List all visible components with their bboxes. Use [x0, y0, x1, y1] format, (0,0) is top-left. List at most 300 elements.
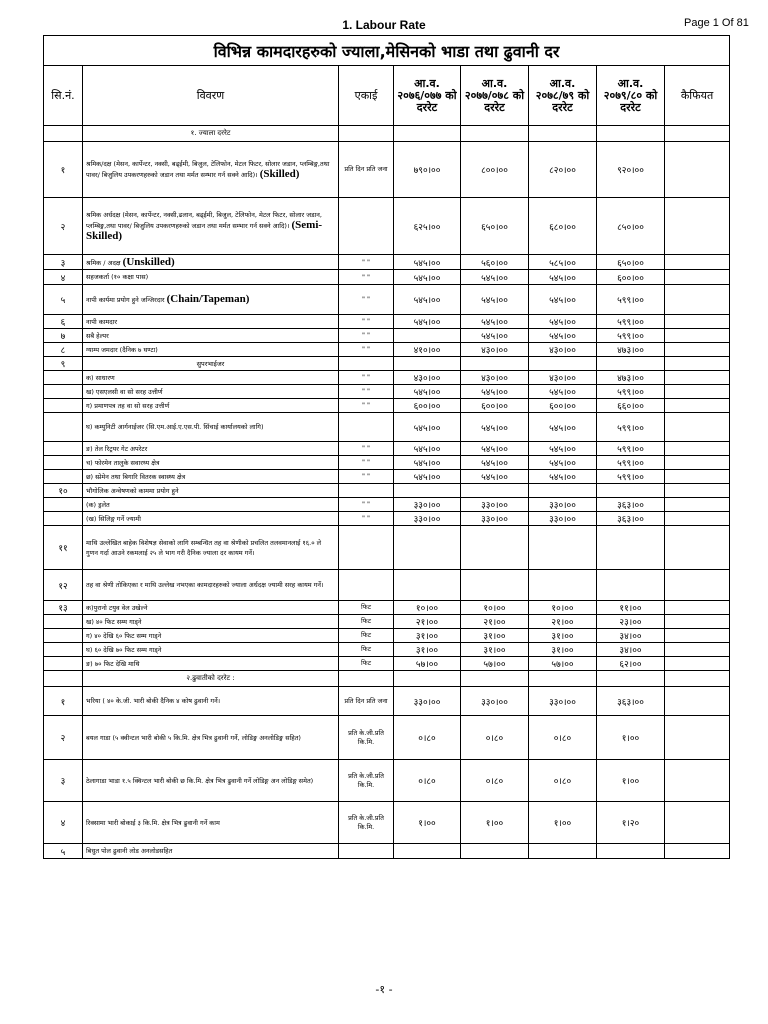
cell-rate — [529, 526, 597, 570]
cell-rate — [461, 844, 529, 859]
cell-remarks — [665, 601, 730, 615]
cell-rate — [529, 570, 597, 601]
table-row — [44, 343, 730, 357]
cell-description — [83, 371, 339, 385]
cell-unit: " " — [339, 315, 394, 329]
cell-rate: ३१।०० — [529, 629, 597, 643]
cell-remarks — [665, 716, 730, 760]
description-text: (क) ड्रलेत — [86, 500, 110, 509]
cell-description — [83, 470, 339, 484]
cell-rate: ०।८० — [394, 760, 461, 802]
cell-remarks — [665, 526, 730, 570]
description-text: ग्याम्प जमदार (दैनिक ७ घण्टा) — [86, 345, 158, 354]
description-text: माथि उल्लेखित बाहेक विशेषज्ञ सेवाको लागि सम्बन्धित तह वा श्रेणीको प्रचलित तलवमानलाई १६.० ले गुणन गर्दा आउने रकमलाई २५ ले भाग गरी दैनिक ज्याला दर कायम गर्ने। — [86, 538, 322, 557]
cell-rate: ३१।०० — [461, 643, 529, 657]
cell-sn — [44, 498, 83, 512]
description-text: क) साधारण — [86, 373, 115, 382]
cell-rate: ५७।०० — [529, 657, 597, 671]
cell-rate — [597, 357, 665, 371]
cell-rate: ५६०।०० — [461, 255, 529, 270]
table-row — [44, 315, 730, 329]
cell-rate: ५४५।०० — [394, 456, 461, 470]
cell-description — [83, 255, 339, 270]
table-row — [44, 760, 730, 802]
cell-unit — [339, 526, 394, 570]
cell-rate: ५४५।०० — [461, 413, 529, 442]
description-text: नापी कामदार — [86, 317, 118, 326]
cell-rate: ५९९।०० — [597, 329, 665, 343]
description-english: (Unskilled) — [122, 255, 175, 268]
cell-description — [83, 413, 339, 442]
cell-remarks — [665, 844, 730, 859]
cell-rate: ३३०।०० — [529, 512, 597, 526]
cell-rate: ०।८० — [394, 716, 461, 760]
description-text: श्रमिक / अदक्ष — [86, 258, 121, 267]
description-english: (Chain/Tapeman) — [166, 293, 250, 305]
cell-rate: ४१०।०० — [394, 343, 461, 357]
description-text: सुपरभाईजर — [196, 359, 225, 368]
description-text: छ) स्प्रेमेन तथा बिगारि वितरक स्वास्थ्य क्षेत्र — [86, 472, 186, 481]
cell-description — [83, 399, 339, 413]
description-text: ग) ४० देखि ६० फिट सम्म गाड्ने — [86, 631, 162, 640]
cell-remarks — [665, 142, 730, 198]
cell-unit: प्रति के.जी.प्रति कि.मि. — [339, 716, 394, 760]
cell-sn — [44, 126, 83, 142]
cell-rate: ०।८० — [461, 716, 529, 760]
cell-sn: १० — [44, 484, 83, 498]
col-header-remarks: कैफियत — [665, 66, 730, 126]
cell-rate: ५४५।०० — [394, 255, 461, 270]
cell-rate — [394, 357, 461, 371]
cell-rate: ७९०।०० — [394, 142, 461, 198]
cell-rate — [394, 844, 461, 859]
cell-rate: ८५०।०० — [597, 198, 665, 255]
cell-rate: १।०० — [529, 802, 597, 844]
cell-rate: ५४५।०० — [461, 470, 529, 484]
cell-unit: " " — [339, 399, 394, 413]
cell-unit: प्रति दिन प्रति जना — [339, 687, 394, 716]
table-row — [44, 570, 730, 601]
cell-sn: १ — [44, 142, 83, 198]
cell-rate: २१।०० — [461, 615, 529, 629]
cell-sn: १ — [44, 687, 83, 716]
table-row — [44, 629, 730, 643]
cell-unit — [339, 570, 394, 601]
cell-rate: ५८५।०० — [529, 255, 597, 270]
cell-rate — [461, 570, 529, 601]
cell-rate: ३३०।०० — [461, 512, 529, 526]
cell-description — [83, 315, 339, 329]
cell-unit: " " — [339, 456, 394, 470]
cell-rate — [597, 844, 665, 859]
cell-empty — [339, 671, 394, 687]
cell-remarks — [665, 442, 730, 456]
cell-sn — [44, 413, 83, 442]
cell-rate: ६००।०० — [529, 399, 597, 413]
cell-remarks — [665, 198, 730, 255]
section-row — [44, 126, 730, 142]
cell-remarks — [665, 498, 730, 512]
cell-rate: ३३०।०० — [394, 498, 461, 512]
table-row — [44, 399, 730, 413]
col-header-unit: एकाई — [339, 66, 394, 126]
cell-sn — [44, 371, 83, 385]
cell-sn: १३ — [44, 601, 83, 615]
rate-table — [43, 35, 730, 859]
cell-description — [83, 657, 339, 671]
cell-unit: " " — [339, 255, 394, 270]
cell-sn — [44, 470, 83, 484]
cell-rate — [529, 357, 597, 371]
cell-description — [83, 643, 339, 657]
description-text: घ) ६० देखि ७० फिट सम्म गाड्ने — [86, 645, 162, 654]
cell-sn: ७ — [44, 329, 83, 343]
cell-rate — [461, 484, 529, 498]
cell-empty — [461, 126, 529, 142]
cell-unit: " " — [339, 512, 394, 526]
description-english: (Skilled) — [259, 168, 300, 180]
cell-rate — [394, 526, 461, 570]
cell-rate: ५४५।०० — [461, 270, 529, 285]
description-text: रिक्सामा भारी बोकाई ३ कि.मि. क्षेत्र भित्र ढुवानी गर्ने काम — [86, 818, 220, 827]
cell-description — [83, 385, 339, 399]
cell-unit: " " — [339, 470, 394, 484]
col-header-rate-2076: आ.व. २०७६/०७७ को दररेट — [394, 66, 461, 126]
cell-unit: फिट — [339, 629, 394, 643]
cell-rate: ५९९।०० — [597, 442, 665, 456]
cell-rate: १।०० — [597, 760, 665, 802]
description-text: ख) एसएलसी वा सो सरह उत्तीर्ण — [86, 387, 163, 396]
cell-rate: ४३०।०० — [461, 343, 529, 357]
cell-rate: ५४५।०० — [394, 285, 461, 315]
cell-sn — [44, 671, 83, 687]
cell-remarks — [665, 413, 730, 442]
cell-rate: ४७३।०० — [597, 371, 665, 385]
cell-description — [83, 285, 339, 315]
report-title: 1. Labour Rate — [342, 18, 426, 32]
cell-remarks — [665, 343, 730, 357]
cell-rate: ६००।०० — [461, 399, 529, 413]
cell-rate — [461, 526, 529, 570]
cell-rate: ३३०।०० — [394, 512, 461, 526]
cell-rate: २१।०० — [529, 615, 597, 629]
cell-rate: ५७।०० — [461, 657, 529, 671]
cell-rate: ६००।०० — [394, 399, 461, 413]
cell-rate: ५४५।०० — [529, 385, 597, 399]
table-row — [44, 255, 730, 270]
cell-rate: ३६३।०० — [597, 498, 665, 512]
cell-rate: ५४५।०० — [394, 442, 461, 456]
description-text: भरिया ( ४० के.जी. भारी बोकी दैनिक ४ कोष ढुवानी गर्ने। — [86, 697, 221, 705]
cell-remarks — [665, 760, 730, 802]
table-row — [44, 687, 730, 716]
cell-rate: ३४।०० — [597, 629, 665, 643]
cell-rate: ५४५।०० — [394, 470, 461, 484]
table-row — [44, 357, 730, 371]
cell-rate: ६६०।०० — [597, 399, 665, 413]
cell-remarks — [665, 570, 730, 601]
cell-rate: ५४५।०० — [529, 442, 597, 456]
page-number: -१ - — [375, 983, 393, 996]
description-text: ङ) ७० फिट देखि माथि — [86, 659, 140, 668]
cell-unit: प्रति के.जी.प्रति कि.मि. — [339, 802, 394, 844]
cell-rate: ३३०।०० — [529, 498, 597, 512]
table-row — [44, 844, 730, 859]
cell-remarks — [665, 357, 730, 371]
table-row — [44, 512, 730, 526]
table-row — [44, 442, 730, 456]
cell-rate: ५४५।०० — [529, 285, 597, 315]
cell-empty — [597, 126, 665, 142]
cell-sn — [44, 629, 83, 643]
cell-rate: ४३०।०० — [529, 343, 597, 357]
description-text: ङ) तेल रिट्रयर गेट अपरेटर — [86, 444, 148, 453]
cell-rate: ५४५।०० — [394, 270, 461, 285]
cell-unit: " " — [339, 442, 394, 456]
cell-empty — [394, 671, 461, 687]
cell-description — [83, 570, 339, 601]
cell-rate: ३३०।०० — [394, 687, 461, 716]
cell-sn: २ — [44, 716, 83, 760]
cell-rate: ४३०।०० — [394, 371, 461, 385]
cell-rate: ६५०।०० — [461, 198, 529, 255]
cell-description — [83, 357, 339, 371]
description-text: च) फोरमेन तालुके सवारथ्य क्षेत्र — [86, 458, 160, 467]
cell-sn — [44, 615, 83, 629]
table-row — [44, 456, 730, 470]
cell-empty — [529, 126, 597, 142]
table-row — [44, 716, 730, 760]
cell-remarks — [665, 629, 730, 643]
cell-description — [83, 270, 339, 285]
table-row — [44, 601, 730, 615]
description-text: बयल गाडा (५ क्वीन्टल भारी बोकी ५ कि.मि. क्षेत्र भित्र ढुवानी गर्ने, लोडिङ्ग अनलोडिङ्ग सहित) — [86, 733, 301, 742]
cell-unit: फिट — [339, 657, 394, 671]
table-row — [44, 198, 730, 255]
description-text: ठेलागाडा भाडा १.५ क्विन्टल भारी बोकी छ कि.मि. क्षेत्र भित्र ढुवानी गर्ने लोडिङ्ग अन लोडिङ्ग समेत) — [86, 776, 314, 785]
cell-rate: ५९९।०० — [597, 413, 665, 442]
cell-rate: ३६३।०० — [597, 512, 665, 526]
cell-remarks — [665, 512, 730, 526]
cell-unit: " " — [339, 270, 394, 285]
page-indicator: Page 1 Of 81 — [684, 17, 749, 29]
cell-unit — [339, 484, 394, 498]
cell-rate: ५४५।०० — [461, 285, 529, 315]
cell-unit: " " — [339, 385, 394, 399]
cell-description — [83, 802, 339, 844]
description-text: तह वा श्रेणी तोकिएका र माथि उल्लेख नभएका कामदारहरुको ज्याला अर्धदक्ष ज्यामी सरह कायम गर्ने। — [86, 581, 324, 589]
cell-rate — [529, 484, 597, 498]
cell-rate: ९२०।०० — [597, 142, 665, 198]
cell-rate: ३१।०० — [394, 629, 461, 643]
cell-rate: ५४५।०० — [529, 456, 597, 470]
cell-rate: ०।८० — [529, 760, 597, 802]
cell-rate: ५४५।०० — [461, 315, 529, 329]
table-row — [44, 413, 730, 442]
cell-rate: ८२०।०० — [529, 142, 597, 198]
cell-rate — [394, 570, 461, 601]
cell-rate: ३३०।०० — [461, 687, 529, 716]
cell-sn: ८ — [44, 343, 83, 357]
table-title: विभिन्न कामदारहरुको ज्याला,मेसिनको भाडा तथा ढुवानी दर — [44, 36, 730, 66]
cell-rate: ८००।०० — [461, 142, 529, 198]
cell-rate: ४३०।०० — [461, 371, 529, 385]
cell-rate — [394, 484, 461, 498]
table-row — [44, 498, 730, 512]
cell-rate: ५४५।०० — [394, 385, 461, 399]
col-header-sn: सि.नं. — [44, 66, 83, 126]
description-text: क)पुरानो टयुव वेल उखेल्ने — [86, 603, 148, 612]
description-text: घ) कम्युनिटी आर्गनाईजर (सि.एम.आई.ए.एस.पी. सिंचाई कार्यालयको लागि) — [86, 423, 264, 431]
table-row — [44, 643, 730, 657]
cell-rate — [597, 570, 665, 601]
cell-rate: ३१।०० — [461, 629, 529, 643]
cell-remarks — [665, 470, 730, 484]
cell-unit: " " — [339, 343, 394, 357]
cell-rate: ६००।०० — [597, 270, 665, 285]
table-row — [44, 470, 730, 484]
col-header-description: विवरण — [83, 66, 339, 126]
col-header-rate-2079: आ.व. २०७९/८० को दररेट — [597, 66, 665, 126]
cell-rate: ४७३।०० — [597, 343, 665, 357]
description-text: सबै हेल्पर — [86, 331, 109, 340]
cell-rate: ५४५।०० — [461, 385, 529, 399]
table-row — [44, 484, 730, 498]
cell-unit — [339, 357, 394, 371]
cell-rate: ३३०।०० — [461, 498, 529, 512]
cell-unit — [339, 413, 394, 442]
cell-rate: ११।०० — [597, 601, 665, 615]
cell-rate: १०।०० — [529, 601, 597, 615]
cell-remarks — [665, 484, 730, 498]
cell-rate: ५४५।०० — [461, 329, 529, 343]
header-row — [44, 66, 730, 126]
cell-remarks — [665, 285, 730, 315]
cell-unit: फिट — [339, 615, 394, 629]
table-row — [44, 802, 730, 844]
cell-remarks — [665, 802, 730, 844]
cell-rate: ०।८० — [461, 760, 529, 802]
cell-sn — [44, 657, 83, 671]
cell-sn — [44, 399, 83, 413]
cell-empty — [339, 126, 394, 142]
cell-rate: ३३०।०० — [529, 687, 597, 716]
cell-rate: ०।८० — [529, 716, 597, 760]
cell-sn — [44, 643, 83, 657]
table-row — [44, 385, 730, 399]
cell-empty — [665, 126, 730, 142]
cell-rate: २१।०० — [394, 615, 461, 629]
cell-description — [83, 329, 339, 343]
table-row — [44, 285, 730, 315]
cell-sn: ३ — [44, 760, 83, 802]
cell-remarks — [665, 371, 730, 385]
cell-rate: ५४५।०० — [529, 315, 597, 329]
cell-rate: ३४।०० — [597, 643, 665, 657]
description-text: श्रमिक/दक्ष (मेसन, कार्पेन्टर, नक्सी, बढ्‍ईमी, बिजुल, टेलिफोन, मेटल फिटर, सोलार जडान, प्लम्बिङ्ग,तथा पावर/ बिजुलिय उपकरणहरुको जडान तथा मर्मत सम्भार गर्न सक्ने आदि)। — [86, 160, 330, 179]
table-row — [44, 371, 730, 385]
cell-remarks — [665, 270, 730, 285]
cell-description — [83, 484, 339, 498]
cell-remarks — [665, 687, 730, 716]
cell-rate: ५९९।०० — [597, 470, 665, 484]
section-label: १. ज्याला दररेट — [83, 126, 339, 142]
cell-sn: ५ — [44, 285, 83, 315]
section-row — [44, 671, 730, 687]
cell-rate: ५९९।०० — [597, 385, 665, 399]
cell-sn: १२ — [44, 570, 83, 601]
cell-description — [83, 498, 339, 512]
cell-rate: १।०० — [597, 716, 665, 760]
cell-rate — [461, 357, 529, 371]
cell-sn — [44, 512, 83, 526]
cell-description — [83, 442, 339, 456]
cell-description — [83, 760, 339, 802]
cell-description — [83, 615, 339, 629]
cell-rate: १।२० — [597, 802, 665, 844]
cell-description — [83, 687, 339, 716]
cell-description — [83, 526, 339, 570]
cell-rate: ५७।०० — [394, 657, 461, 671]
cell-empty — [597, 671, 665, 687]
cell-remarks — [665, 329, 730, 343]
cell-empty — [529, 671, 597, 687]
cell-description — [83, 716, 339, 760]
cell-sn: ३ — [44, 255, 83, 270]
cell-rate: ५४५।०० — [529, 329, 597, 343]
description-text: सहजकर्ता (१० कक्षा पास) — [86, 273, 149, 281]
cell-sn: ४ — [44, 802, 83, 844]
cell-rate: ४३०।०० — [529, 371, 597, 385]
cell-sn: ४ — [44, 270, 83, 285]
description-text: ग) प्रमाणपत्र तह वा सो सरह उत्तीर्ण — [86, 401, 170, 410]
cell-description — [83, 512, 339, 526]
cell-rate: ५९९।०० — [597, 315, 665, 329]
description-text: भौगोलिक अन्वेषणको काममा प्रयोग हुने — [86, 486, 179, 495]
cell-empty — [665, 671, 730, 687]
table-row — [44, 615, 730, 629]
cell-unit: " " — [339, 329, 394, 343]
cell-rate: ३१।०० — [529, 643, 597, 657]
cell-unit: " " — [339, 371, 394, 385]
cell-unit: प्रति दिन प्रति जना — [339, 142, 394, 198]
cell-rate: ५४५।०० — [394, 315, 461, 329]
description-text: नापी कार्यमा प्रयोग हुने जन्जिरदार — [86, 296, 165, 304]
cell-rate: ६२५।०० — [394, 198, 461, 255]
cell-empty — [461, 671, 529, 687]
cell-rate: १।०० — [461, 802, 529, 844]
cell-rate — [597, 484, 665, 498]
cell-sn: ११ — [44, 526, 83, 570]
cell-rate: १०।०० — [394, 601, 461, 615]
cell-sn: २ — [44, 198, 83, 255]
cell-rate: १०।०० — [461, 601, 529, 615]
cell-unit — [339, 198, 394, 255]
cell-unit: फिट — [339, 643, 394, 657]
description-text: बिधुत पोल ढुवानी लोड अनलोडसहित — [86, 847, 173, 855]
cell-remarks — [665, 385, 730, 399]
cell-description — [83, 844, 339, 859]
cell-unit: " " — [339, 498, 394, 512]
description-text: ख) ४० फिट सम्म गाड्ने — [86, 617, 142, 626]
cell-rate: ३१।०० — [394, 643, 461, 657]
cell-rate: ५४५।०० — [461, 442, 529, 456]
cell-description — [83, 456, 339, 470]
cell-sn: ९ — [44, 357, 83, 371]
cell-unit: " " — [339, 285, 394, 315]
cell-sn: ६ — [44, 315, 83, 329]
cell-rate: ६५०।०० — [597, 255, 665, 270]
